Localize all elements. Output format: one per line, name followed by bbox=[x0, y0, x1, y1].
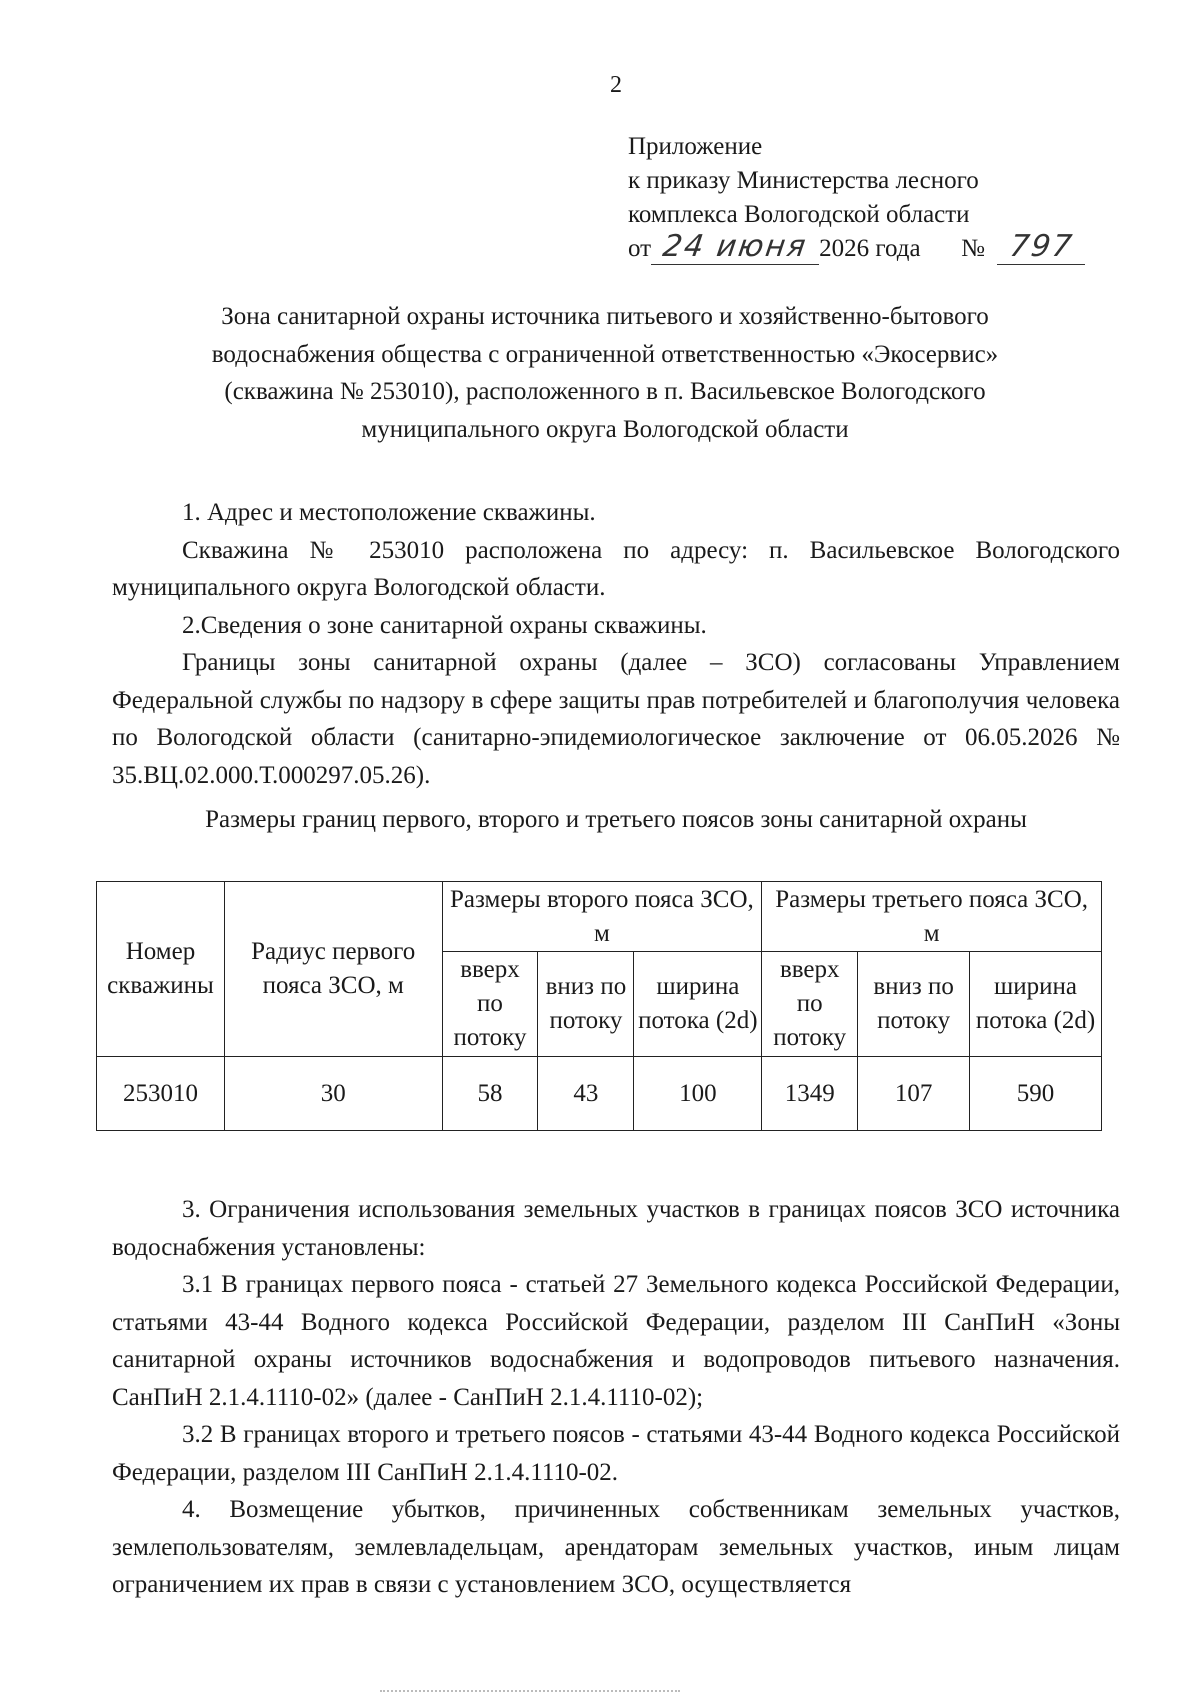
cell-third-up: 1349 bbox=[762, 1057, 858, 1131]
cell-third-down: 107 bbox=[858, 1057, 970, 1131]
header-second-down: вниз по потоку bbox=[538, 952, 634, 1057]
section-3-1: 3.1 В границах первого пояса - статьей 27 Земельного кодекса Российской Федерации, статьями 43-44 Водного кодекса Российской Федерации, разделом III СанПиН «Зоны санитарной охраны источников водоснабжения и водопроводов питьевого назначения. СанПиН 2.1.4.1110-02» (далее - СанПиН 2.1.4.1110-02); bbox=[112, 1271, 1120, 1411]
sections-3-4 bbox=[112, 1191, 1120, 1604]
cell-second-up: 58 bbox=[442, 1057, 538, 1131]
from-label: от bbox=[628, 235, 652, 262]
title-line-2: водоснабжения общества с ограниченной ответственностью «Экосервис» bbox=[211, 340, 999, 368]
cell-radius: 30 bbox=[224, 1057, 442, 1131]
title-line-1: Зона санитарной охраны источника питьевого и хозяйственно-бытового bbox=[221, 303, 989, 330]
header-third-belt: Размеры третьего пояса ЗСО, м bbox=[762, 882, 1102, 952]
header-second-width: ширина потока (2d) bbox=[634, 952, 762, 1057]
title-line-4: муниципального округа Вологодской области bbox=[361, 415, 849, 443]
appendix-block bbox=[628, 130, 1085, 266]
section-2-text: Границы зоны санитарной охраны (далее – ЗСО) согласованы Управлением Федеральной службы по надзору в сфере защиты прав потребителей и благополучия человека по Вологодской области (санитарно-эпидемиологическое заключение от 06.05.2026 № 35.ВЦ.02.000.Т.000297.05.26). bbox=[112, 649, 1120, 789]
title-line-3: (скважина № 253010), расположенного в п. Васильевское Вологодского bbox=[224, 378, 986, 405]
section-2-heading: 2.Сведения о зоне санитарной охраны скважины. bbox=[182, 611, 707, 639]
section-3-heading: 3. Ограничения использования земельных участков в границах поясов ЗСО источника водоснабжения установлены: bbox=[112, 1196, 1120, 1261]
sections-1-2 bbox=[112, 494, 1120, 794]
page-number: 2 bbox=[610, 72, 622, 98]
appendix-line-2: к приказу Министерства лесного bbox=[628, 167, 979, 194]
header-well-number: Номер скважины bbox=[97, 882, 225, 1057]
header-third-width: ширина потока (2d) bbox=[970, 952, 1102, 1057]
appendix-line-3: комплекса Вологодской области bbox=[628, 201, 970, 228]
header-second-up: вверх по потоку bbox=[442, 952, 538, 1057]
table-row bbox=[97, 1057, 1102, 1131]
number-label: № bbox=[961, 235, 985, 262]
header-third-down: вниз по потоку bbox=[858, 952, 970, 1057]
cell-second-width: 100 bbox=[634, 1057, 762, 1131]
header-second-belt: Размеры второго пояса ЗСО, м bbox=[442, 882, 762, 952]
header-first-radius: Радиус первого пояса ЗСО, м bbox=[224, 882, 442, 1057]
section-1-heading: 1. Адрес и местоположение скважины. bbox=[182, 499, 596, 526]
section-1-text: Скважина № 253010 расположена по адресу: п. Васильевское Вологодского муниципального округа Вологодской области. bbox=[112, 536, 1120, 601]
zso-table bbox=[96, 881, 1102, 1131]
header-third-up: вверх по потоку bbox=[762, 952, 858, 1057]
section-3-2: 3.2 В границах второго и третьего поясов - статьями 43-44 Водного кодекса Российской Федерации, разделом III СанПиН 2.1.4.1110-02. bbox=[112, 1421, 1120, 1486]
section-4-text: 4. Возмещение убытков, причиненных собственникам земельных участков, землепользователям, землевладельцам, арендаторам земельных участков, иным лицам ограничением их прав в связи с установлением ЗСО, осуществляется bbox=[112, 1496, 1120, 1598]
cell-number: 253010 bbox=[97, 1057, 225, 1131]
cell-second-down: 43 bbox=[538, 1057, 634, 1131]
cell-third-width: 590 bbox=[970, 1057, 1102, 1131]
appendix-line-1: Приложение bbox=[628, 133, 763, 160]
handwritten-date: 24 июня bbox=[660, 229, 810, 264]
table-caption: Размеры границ первого, второго и третьего поясов зоны санитарной охраны bbox=[205, 806, 1027, 833]
appendix-date-line bbox=[628, 229, 1085, 266]
document-title bbox=[140, 298, 1070, 448]
handwritten-number: 797 bbox=[1007, 229, 1076, 264]
year-text: 2026 года bbox=[819, 235, 921, 262]
scan-artifact bbox=[380, 1690, 680, 1698]
